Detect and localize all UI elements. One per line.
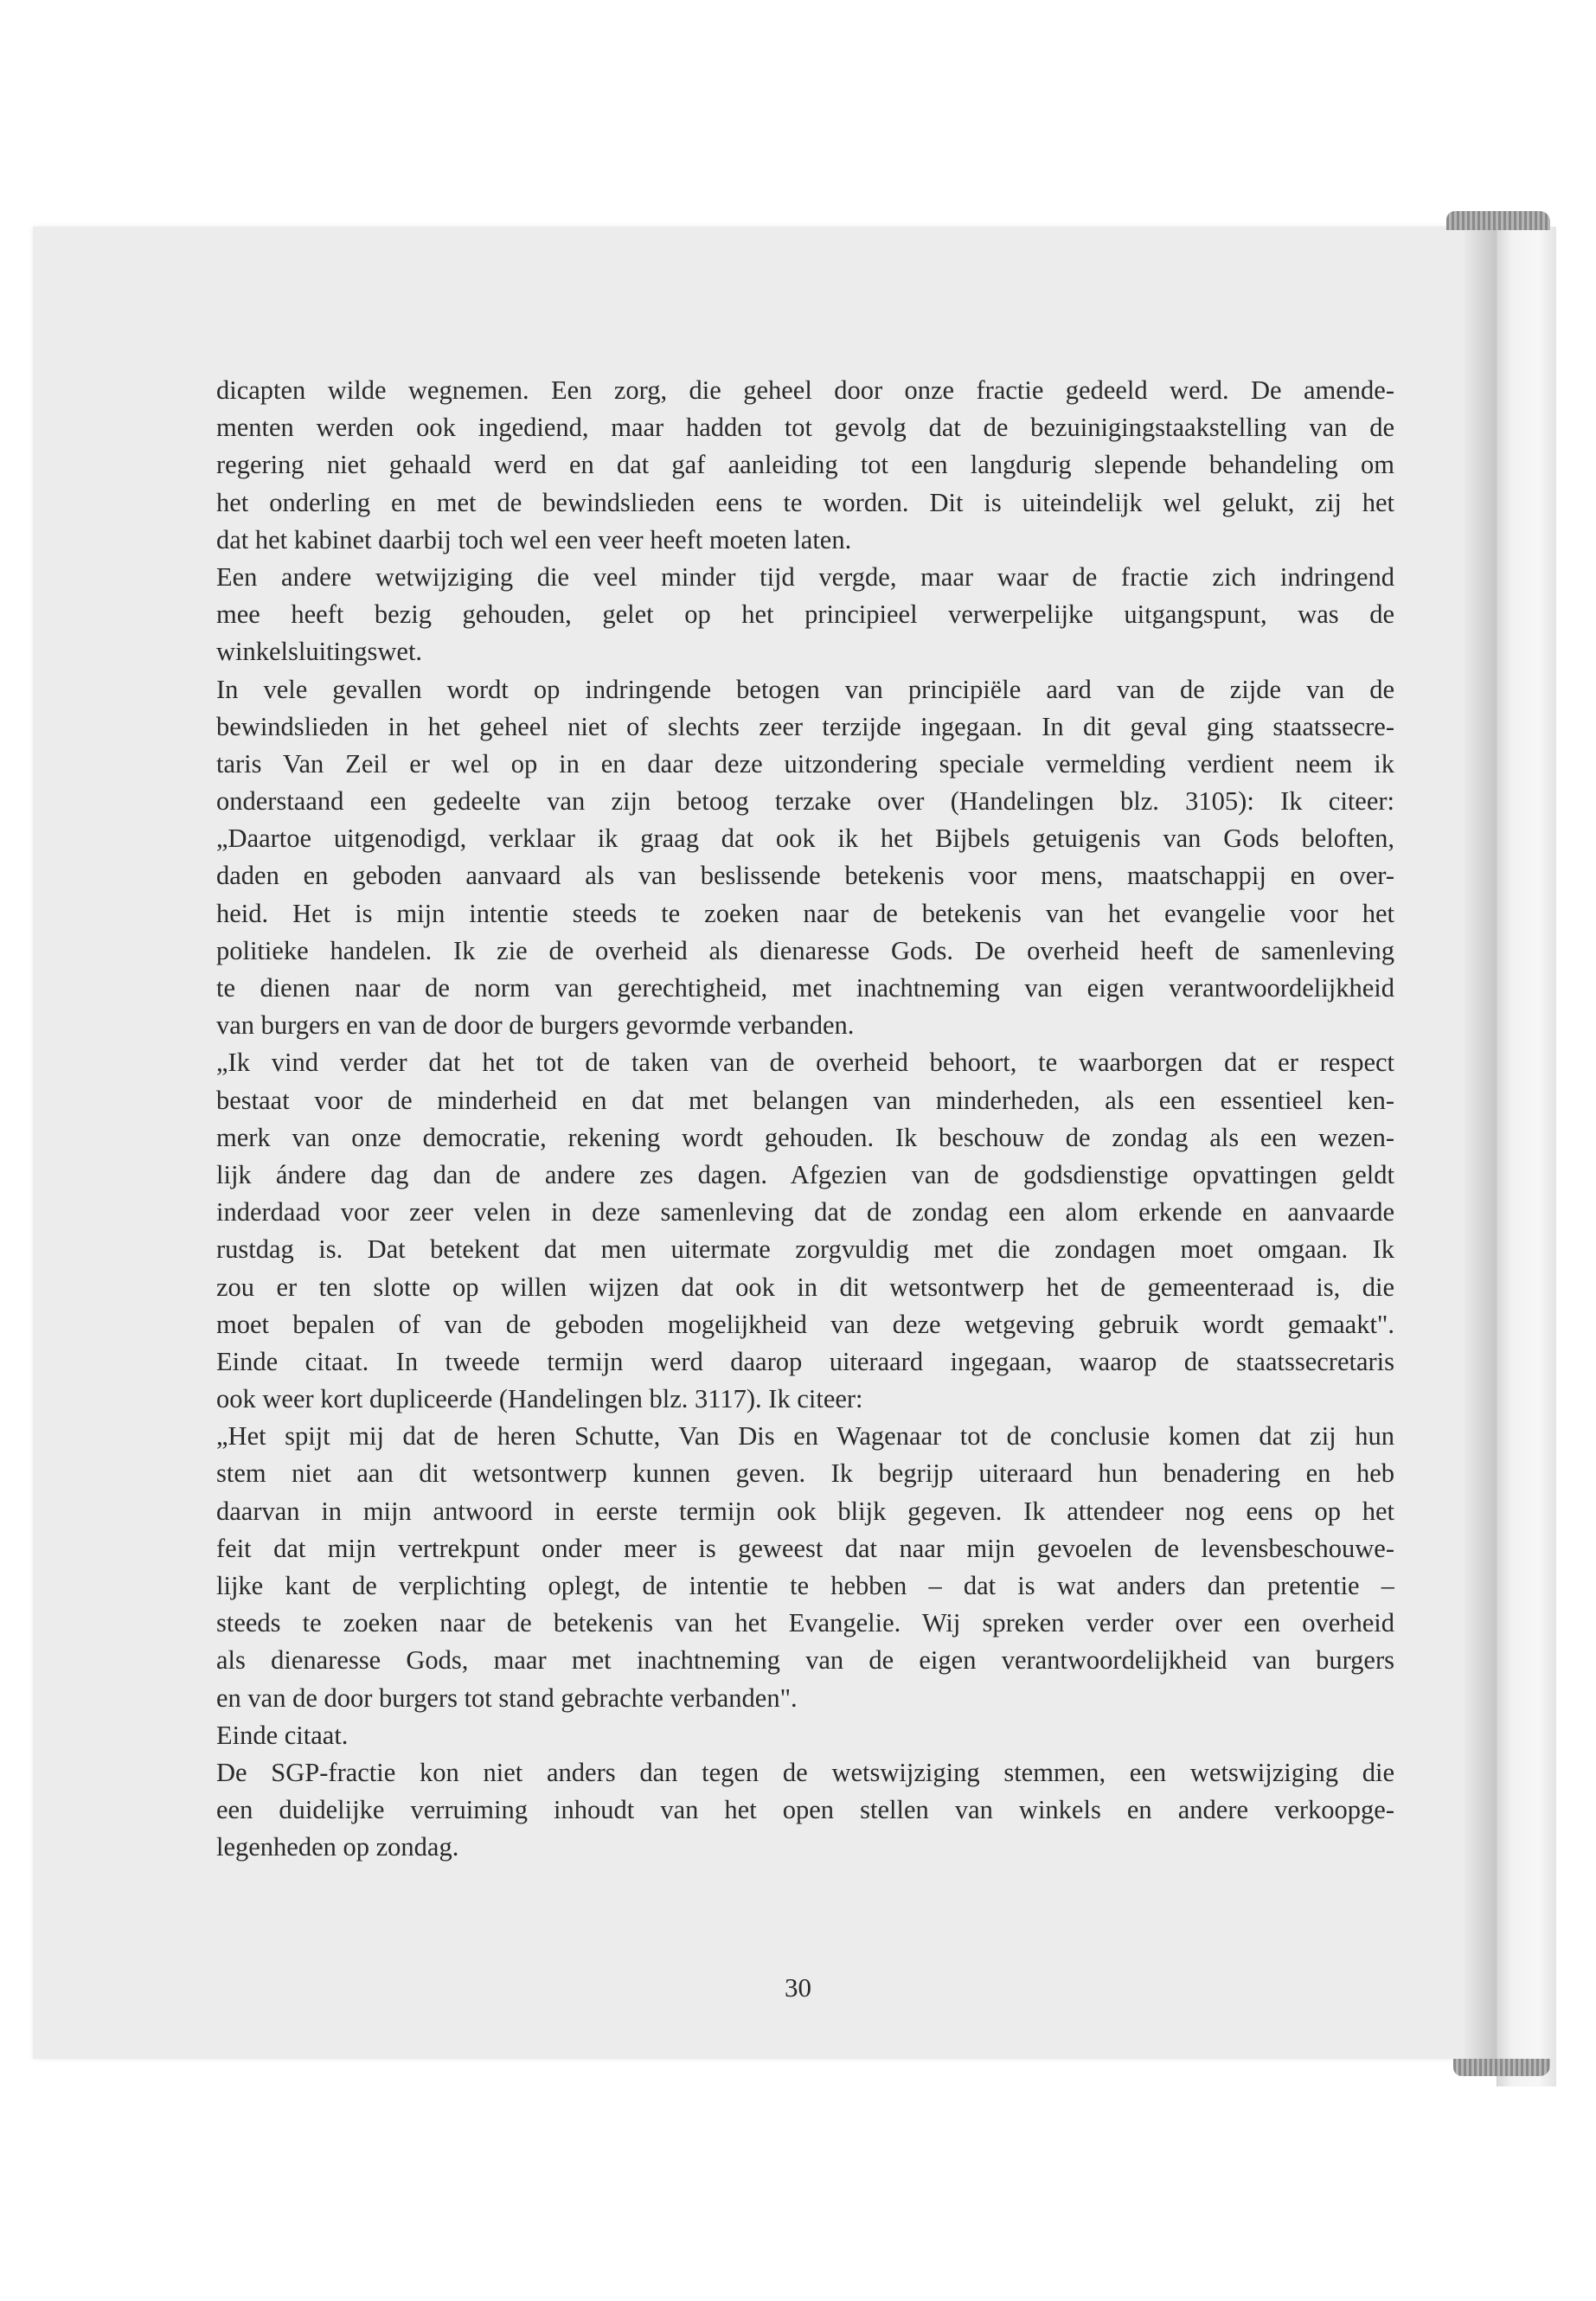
text-line: te dienen naar de norm van gerechtigheid, met inachtneming van eigen verantwoordelijkheid: [216, 973, 1394, 1003]
text-line: een duidelijke verruiming inhoudt van het open stellen van winkels en andere verkoopge-: [216, 1795, 1394, 1825]
text-line: daden en geboden aanvaard als van beslissende betekenis voor mens, maatschappij en over-: [216, 861, 1394, 891]
text-line: het onderling en met de bewindslieden eens te worden. Dit is uiteindelijk wel gelukt, zij het: [216, 487, 1394, 517]
text-line: mee heeft bezig gehouden, gelet op het principieel verwerpelijke uitgangspunt, was de: [216, 599, 1394, 630]
text-line: rustdag is. Dat betekent dat men uitermate zorgvuldig met die zondagen moet omgaan. Ik: [216, 1234, 1394, 1265]
headband-top: [1446, 211, 1550, 230]
text-line: zou er ten slotte op willen wijzen dat ook in dit wetsontwerp het de gemeenteraad is, die: [216, 1272, 1394, 1302]
text-line: Einde citaat.: [216, 1720, 349, 1750]
text-line: „Ik vind verder dat het tot de taken van de overheid behoort, te waarborgen dat er respect: [216, 1048, 1394, 1078]
text-line: politieke handelen. Ik zie de overheid als dienaresse Gods. De overheid heeft de samenleving: [216, 935, 1394, 965]
text-line: merk van onze democratie, rekening wordt gehouden. Ik beschouw de zondag als een wezen-: [216, 1122, 1394, 1152]
text-line: lijk ándere dag dan de andere zes dagen. Afgezien van de godsdienstige opvattingen geldt: [216, 1159, 1394, 1189]
text-line: bestaat voor de minderheid en dat met belangen van minderheden, als een essentieel ken-: [216, 1085, 1394, 1115]
text-line: bewindslieden in het geheel niet of slechts zeer terzijde ingegaan. In dit geval ging staatssecre-: [216, 711, 1394, 741]
text-line: menten werden ook ingediend, maar hadden tot gevolg dat de bezuinigingstaakstelling van de: [216, 413, 1394, 443]
text-line: De SGP-fractie kon niet anders dan tegen de wetswijziging stemmen, een wetswijziging die: [216, 1757, 1394, 1787]
spine-shadow: [1462, 227, 1497, 2059]
text-line: van burgers en van de door de burgers gevormde verbanden.: [216, 1010, 855, 1041]
text-line: „Daartoe uitgenodigd, verklaar ik graag dat ook ik het Bijbels getuigenis van Gods beloften,: [216, 824, 1394, 854]
text-line: dat het kabinet daarbij toch wel een veer heeft moeten laten.: [216, 524, 852, 554]
text-line: „Het spijt mij dat de heren Schutte, Van Dis en Wagenaar tot de conclusie komen dat zij hun: [216, 1421, 1394, 1452]
body-text: [216, 372, 1394, 1867]
text-line: stem niet aan dit wetsontwerp kunnen geven. Ik begrijp uiteraard hun benadering en heb: [216, 1458, 1394, 1489]
text-line: daarvan in mijn antwoord in eerste termijn ook blijk gegeven. Ik attendeer nog eens op het: [216, 1496, 1394, 1526]
text-line: inderdaad voor zeer velen in deze samenleving dat de zondag een alom erkende en aanvaarde: [216, 1197, 1394, 1227]
text-line: en van de door burgers tot stand gebrachte verbanden".: [216, 1682, 798, 1713]
text-line: steeds te zoeken naar de betekenis van het Evangelie. Wij spreken verder over een overheid: [216, 1608, 1394, 1638]
text-line: taris Van Zeil er wel op in en daar deze uitzondering speciale vermelding verdient neem ik: [216, 748, 1394, 779]
text-line: onderstaand een gedeelte van zijn betoog terzake over (Handelingen blz. 3105): Ik citeer:: [216, 786, 1394, 817]
text-line: legenheden op zondag.: [216, 1832, 459, 1862]
text-line: lijke kant de verplichting oplegt, de intentie te hebben – dat is wat anders dan pretentie –: [216, 1571, 1394, 1600]
text-line: regering niet gehaald werd en dat gaf aanleiding tot een langdurig slepende behandeling om: [216, 450, 1394, 480]
text-line: als dienaresse Gods, maar met inachtneming van de eigen verantwoordelijkheid van burgers: [216, 1645, 1394, 1676]
text-line: Einde citaat. In tweede termijn werd daarop uiteraard ingegaan, waarop de staatssecretaris: [216, 1346, 1394, 1376]
headband-bottom: [1453, 2059, 1550, 2076]
text-line: Een andere wetwijziging die veel minder tijd vergde, maar waar de fractie zich indringend: [216, 561, 1394, 592]
text-line: feit dat mijn vertrekpunt onder meer is geweest dat naar mijn gevoelen de levensbeschouwe-: [216, 1533, 1394, 1563]
text-line: In vele gevallen wordt op indringende betogen van principiële aard van de zijde van de: [216, 674, 1394, 704]
text-line: ook weer kort dupliceerde (Handelingen blz. 3117). Ik citeer:: [216, 1384, 863, 1414]
book-cover-edge: [1497, 227, 1556, 2086]
text-line: dicapten wilde wegnemen. Een zorg, die geheel door onze fractie gedeeld werd. De amende-: [216, 375, 1394, 405]
text-line: winkelsluitingswet.: [216, 637, 423, 667]
text-line: heid. Het is mijn intentie steeds te zoeken naar de betekenis van het evangelie voor het: [216, 898, 1394, 928]
page-number: 30: [785, 1972, 811, 2003]
text-line: moet bepalen of van de geboden mogelijkheid van deze wetgeving gebruik wordt gemaakt".: [216, 1309, 1394, 1339]
